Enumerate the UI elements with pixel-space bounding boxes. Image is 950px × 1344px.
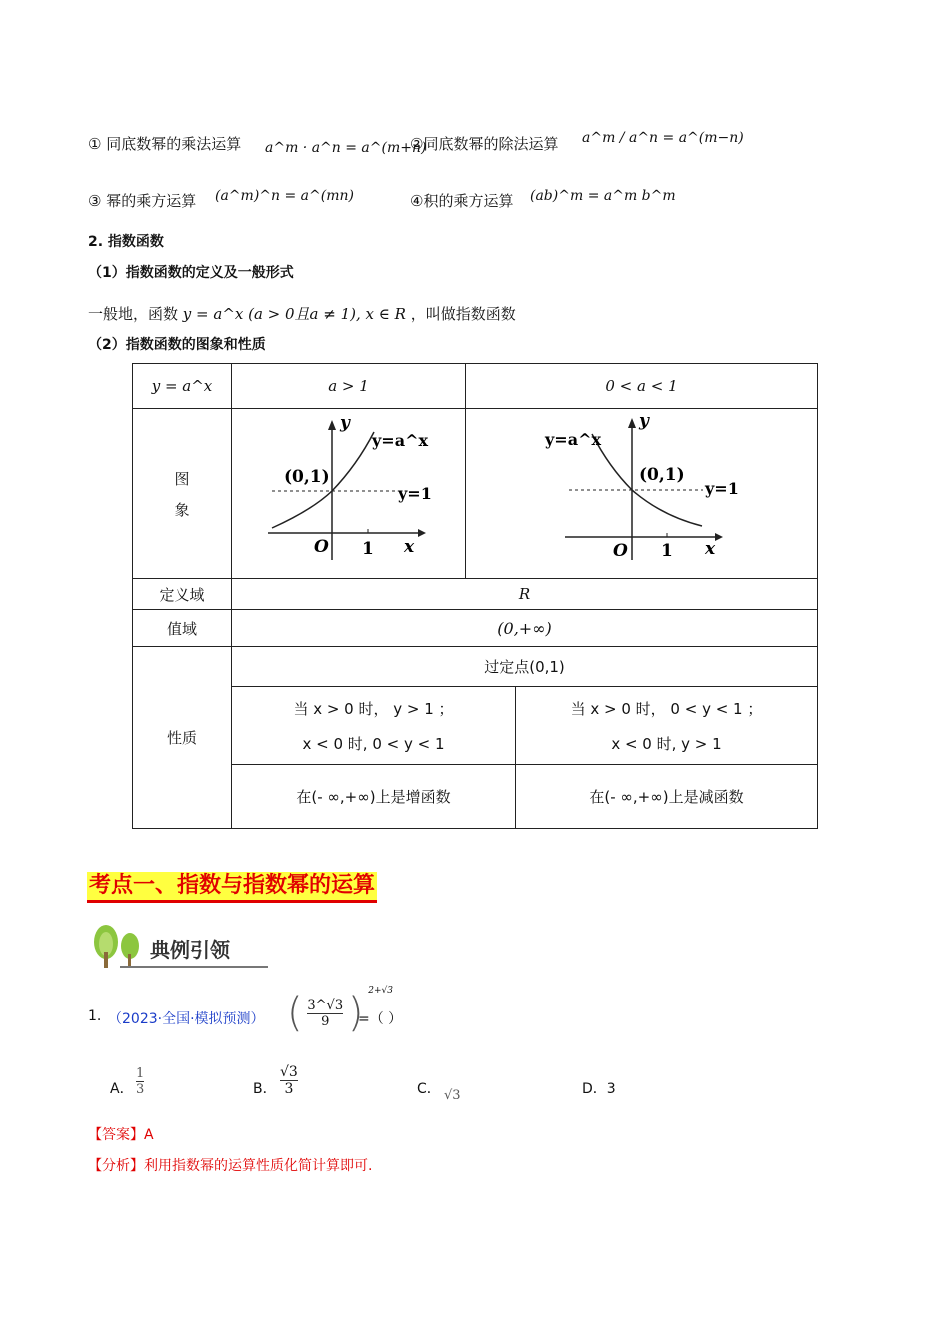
header-function: y = a^x: [133, 364, 232, 409]
exponent: 2+√3: [368, 986, 394, 996]
header-a-between-0-1: 0 < a < 1: [466, 364, 818, 409]
rule-1-label: ① 同底数幂的乘法运算: [88, 135, 242, 153]
range-value: (0,+∞): [232, 610, 818, 647]
right-property-1: 当 x > 0 时， 0 < y < 1 ；: [570, 699, 763, 718]
base-numerator: 3^√3: [307, 997, 344, 1013]
rule-4-label: ④积的乘方运算: [410, 192, 514, 210]
option-c-value[interactable]: √3: [444, 1088, 461, 1103]
left-monotonic: 在(- ∞,+∞)上是增函数: [232, 765, 516, 829]
right-property-2: x < 0 时, y > 1: [611, 734, 722, 753]
subsection-2: （2）指数函数的图象和性质: [88, 337, 266, 353]
question-number: 1.: [88, 1008, 102, 1024]
base-fraction: [307, 998, 343, 1029]
option-d[interactable]: D．3: [582, 1081, 616, 1097]
graph-increasing: [232, 410, 464, 578]
x-axis-arrow-icon: [715, 533, 723, 541]
tree-icon: [90, 922, 150, 970]
definition-formula: y = a^x (a > 0且a ≠ 1), x ∈ R: [182, 305, 406, 323]
answer: 【答案】A: [88, 1127, 154, 1143]
point-label: (0,1): [638, 464, 685, 485]
banner: [90, 922, 270, 970]
option-c-label[interactable]: C．: [417, 1081, 441, 1097]
y-axis-arrow-icon: [328, 420, 336, 430]
rule-3-formula: (a^m)^n = a^(mn): [215, 188, 354, 204]
analysis: 【分析】利用指数幂的运算性质化简计算即可.: [88, 1158, 373, 1174]
header-a-greater-1: a > 1: [232, 364, 466, 409]
right-monotonic: 在(- ∞,+∞)上是减函数: [515, 765, 817, 829]
banner-title: 典例引领: [150, 938, 230, 962]
axis-x-label: x: [704, 538, 715, 559]
graph-increasing-cell: [232, 409, 466, 579]
right-property-cell: [515, 687, 817, 765]
image-row-label: [133, 409, 232, 579]
rule-3-label: ③ 幂的乘方运算: [88, 192, 197, 210]
base-denominator: 9: [321, 1013, 330, 1029]
subsection-1: （1）指数函数的定义及一般形式: [88, 265, 294, 281]
option-b-value[interactable]: $\frac{√3}{3}$: [280, 1064, 298, 1097]
axis-x-label: x: [404, 536, 415, 557]
x-axis-arrow-icon: [418, 529, 426, 537]
question-expression: ( $\frac{3\^{}√3}{9}$ ) $^{2+√3}$: [287, 986, 394, 1036]
rule-2-label: ②同底数幂的除法运算: [410, 135, 559, 153]
point-label: (0,1): [284, 466, 330, 487]
option-a-value[interactable]: $\frac{1}{3}$: [136, 1066, 145, 1097]
image-label-char-2: 象: [174, 500, 190, 519]
definition-prefix: 一般地，函数: [88, 305, 179, 323]
image-label-char-1: 图: [174, 469, 190, 488]
graph-decreasing-cell: [466, 409, 818, 579]
section-title: 2. 指数函数: [88, 234, 164, 250]
rule-1-formula: a^m · a^n = a^(m+n): [265, 140, 427, 156]
origin-label: O: [314, 536, 329, 557]
origin-label: O: [612, 540, 628, 561]
question-source: （2023·全国·模拟预测）: [108, 1011, 265, 1027]
tick-label: 1: [660, 540, 673, 561]
axis-y-label: y: [340, 412, 350, 433]
left-property-cell: [232, 687, 516, 765]
option-b-label[interactable]: B．: [253, 1081, 277, 1097]
banner-underline: [120, 966, 268, 968]
graph-decreasing: [467, 410, 817, 578]
definition-suffix: ，叫做指数函数: [410, 305, 516, 323]
properties-label: 性质: [133, 647, 232, 829]
line-label: y=1: [398, 483, 432, 503]
tick-label: 1: [362, 538, 374, 559]
axis-y-label: y: [638, 410, 649, 431]
left-property-2: x < 0 时, 0 < y < 1: [302, 734, 445, 753]
question-tail: =（ ）: [358, 1011, 403, 1027]
properties-table: [132, 363, 818, 829]
option-a-label[interactable]: A．: [110, 1081, 134, 1097]
definition-line: [88, 303, 516, 324]
rule-2-formula: a^m / a^n = a^(m−n): [582, 130, 744, 146]
domain-label: 定义域: [133, 579, 232, 610]
left-property-1: 当 x > 0 时， y > 1 ；: [293, 699, 454, 718]
kaodian-heading: 考点一、指数与指数幂的运算: [87, 872, 377, 903]
line-label: y=1: [704, 478, 739, 498]
rule-4-formula: (ab)^m = a^m b^m: [530, 188, 676, 204]
domain-value: R: [232, 579, 818, 610]
curve-label: y=a^x: [544, 429, 601, 449]
curve-label: y=a^x: [372, 430, 429, 450]
y-axis-arrow-icon: [628, 418, 636, 428]
fixed-point: 过定点(0,1): [232, 647, 818, 687]
range-label: 值域: [133, 610, 232, 647]
